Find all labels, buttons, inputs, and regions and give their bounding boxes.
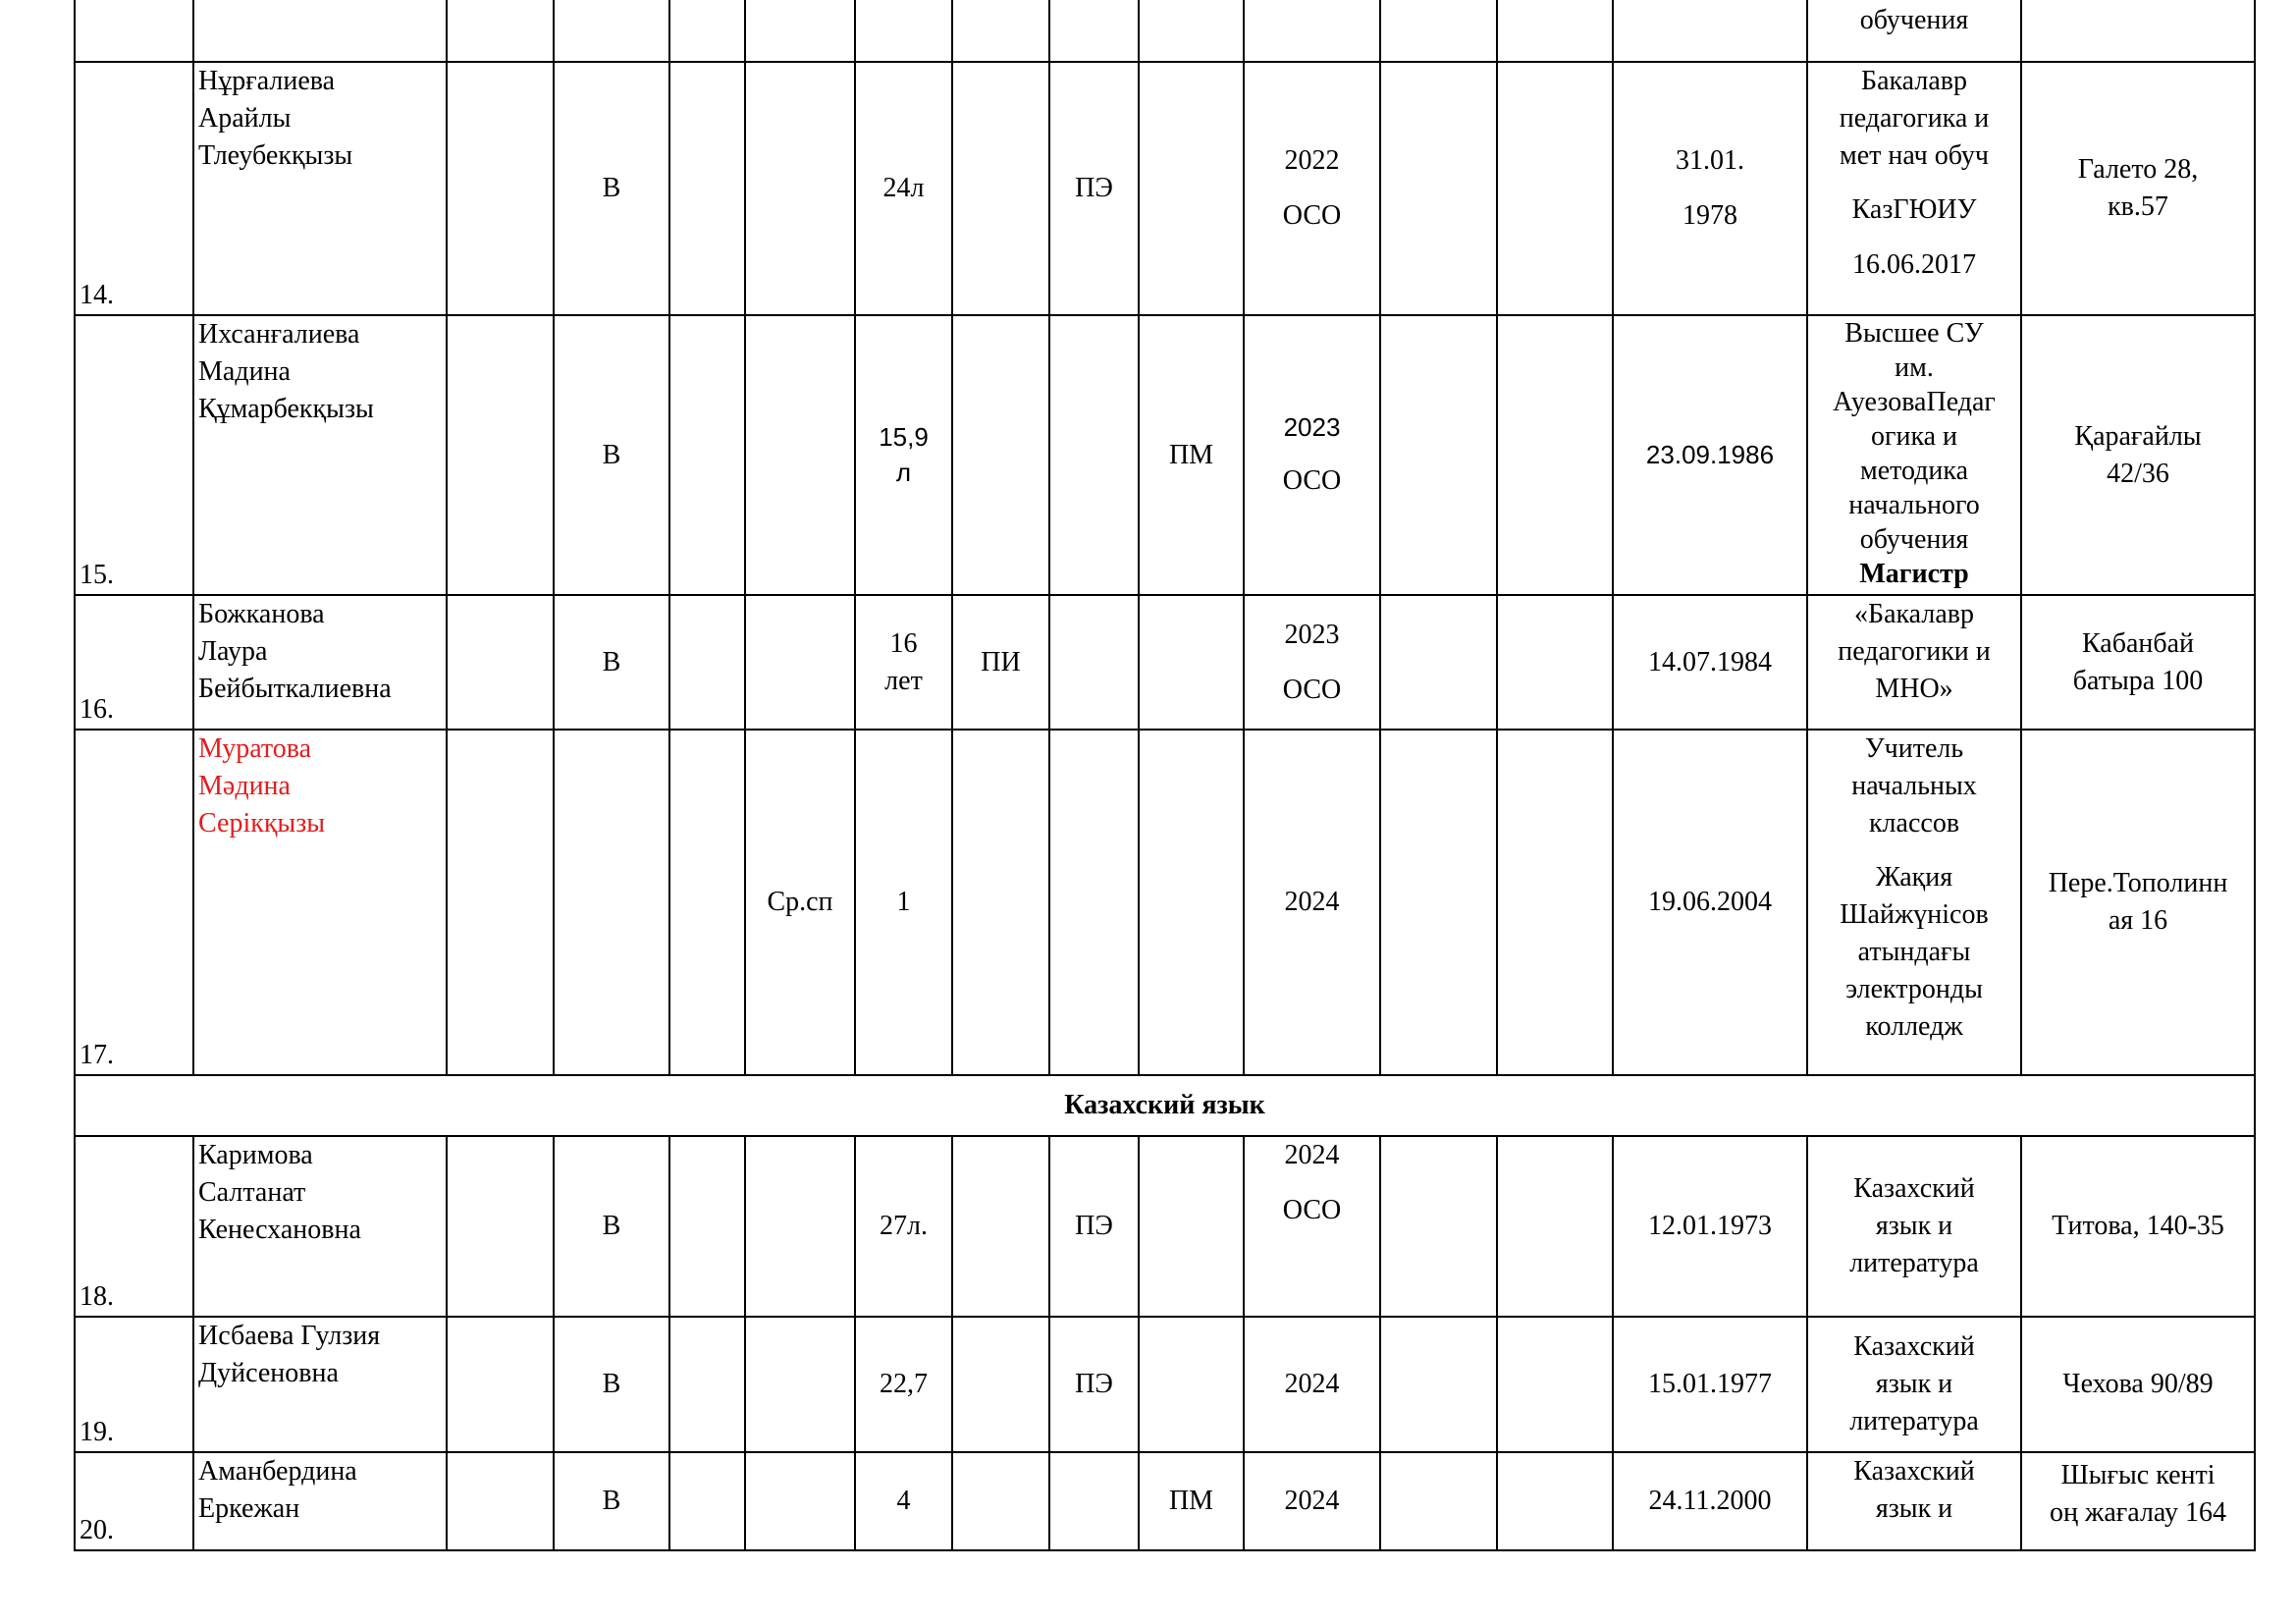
- staff-table: [74, 0, 2256, 1551]
- name-cell: Нұрғалиева Арайлы Тлеубекқызы: [193, 62, 447, 315]
- birth-date-cell: 23.09.1986: [1613, 315, 1807, 595]
- name-cell: Исбаева Гулзия Дуйсеновна: [193, 1317, 447, 1452]
- education-cell: Бакалавр педагогика и мет нач обуч КазГЮИУ 16.06.2017: [1807, 62, 2021, 315]
- address-cell: Пере.Тополинн ая 16: [2021, 730, 2255, 1075]
- pm-cell: ПМ: [1139, 1452, 1244, 1550]
- attestation-cell: 2024: [1244, 1317, 1380, 1452]
- pe-cell: ПЭ: [1049, 62, 1139, 315]
- category-cell: В: [554, 62, 669, 315]
- row-number-cell: 17.: [75, 730, 193, 1075]
- education-cell: Высшее СУ им. АуезоваПедаг огика и методика начального обучения Магистр: [1807, 315, 2021, 595]
- row-number-cell: 19.: [75, 1317, 193, 1452]
- birth-date-cell: 14.07.1984: [1613, 595, 1807, 730]
- experience-cell: 24л: [855, 62, 952, 315]
- name-cell: Аманбердина Еркежан: [193, 1452, 447, 1550]
- section-title: Казахский язык: [75, 1075, 2255, 1136]
- pe-cell: ПЭ: [1049, 1317, 1139, 1452]
- table-row: [75, 315, 2255, 595]
- name-cell: Муратова Мәдина Серікқызы: [193, 730, 447, 1075]
- row-number-cell: 20.: [75, 1452, 193, 1550]
- row-number-cell: [75, 0, 193, 62]
- experience-cell: 16 лет: [855, 595, 952, 730]
- attestation-cell: 2022 ОСО: [1244, 62, 1380, 315]
- name-cell: Ихсанғалиева Мадина Құмарбекқызы: [193, 315, 447, 595]
- row-number-cell: 14.: [75, 62, 193, 315]
- address-cell: Галето 28, кв.57: [2021, 62, 2255, 315]
- category-cell: В: [554, 315, 669, 595]
- birth-date-cell: 31.01. 1978: [1613, 62, 1807, 315]
- birth-date-cell: 24.11.2000: [1613, 1452, 1807, 1550]
- table-row: [75, 730, 2255, 1075]
- attestation-cell: 2024 ОСО: [1244, 1136, 1380, 1317]
- category-cell: В: [554, 595, 669, 730]
- experience-cell: 22,7: [855, 1317, 952, 1452]
- experience-cell: 15,9 л: [855, 315, 952, 595]
- row-number-cell: 15.: [75, 315, 193, 595]
- birth-date-cell: 12.01.1973: [1613, 1136, 1807, 1317]
- pe-cell: ПЭ: [1049, 1136, 1139, 1317]
- category-cell: В: [554, 1452, 669, 1550]
- address-cell: Қарағайлы 42/36: [2021, 315, 2255, 595]
- birth-date-cell: 19.06.2004: [1613, 730, 1807, 1075]
- pm-cell: ПМ: [1139, 315, 1244, 595]
- name-cell: Каримова Салтанат Кенесхановна: [193, 1136, 447, 1317]
- name-cell: Божканова Лаура Бейбыткалиевна: [193, 595, 447, 730]
- attestation-cell: 2023 ОСО: [1244, 595, 1380, 730]
- address-cell: Чехова 90/89: [2021, 1317, 2255, 1452]
- experience-cell: 1: [855, 730, 952, 1075]
- category-cell: В: [554, 1136, 669, 1317]
- status-cell: Ср.сп: [745, 730, 855, 1075]
- address-cell: [2021, 0, 2255, 62]
- category-cell: В: [554, 1317, 669, 1452]
- section-row: [75, 1075, 2255, 1136]
- education-cell: Казахский язык и литература: [1807, 1317, 2021, 1452]
- education-cell: Учитель начальных классов Жақия Шайжүнісов атындағы электронды колледж: [1807, 730, 2021, 1075]
- experience-cell: 4: [855, 1452, 952, 1550]
- address-cell: Кабанбай батыра 100: [2021, 595, 2255, 730]
- attestation-cell: 2024: [1244, 730, 1380, 1075]
- attestation-cell: 2023 ОСО: [1244, 315, 1380, 595]
- table-row: [75, 1452, 2255, 1550]
- name-cell: [193, 0, 447, 62]
- table-row: [75, 0, 2255, 62]
- education-cell: Казахский язык и литература: [1807, 1136, 2021, 1317]
- row-number-cell: 16.: [75, 595, 193, 730]
- table-row: [75, 1317, 2255, 1452]
- birth-date-cell: 15.01.1977: [1613, 1317, 1807, 1452]
- attestation-cell: 2024: [1244, 1452, 1380, 1550]
- table-row: [75, 1136, 2255, 1317]
- address-cell: Титова, 140-35: [2021, 1136, 2255, 1317]
- table-row: [75, 62, 2255, 315]
- row-number-cell: 18.: [75, 1136, 193, 1317]
- experience-cell: 27л.: [855, 1136, 952, 1317]
- address-cell: Шығыс кенті оң жағалау 164: [2021, 1452, 2255, 1550]
- table-row: [75, 595, 2255, 730]
- pi-cell: ПИ: [952, 595, 1049, 730]
- education-cell: «Бакалавр педагогики и МНО»: [1807, 595, 2021, 730]
- education-cell: Казахский язык и: [1807, 1452, 2021, 1550]
- education-cell: обучения: [1807, 0, 2021, 62]
